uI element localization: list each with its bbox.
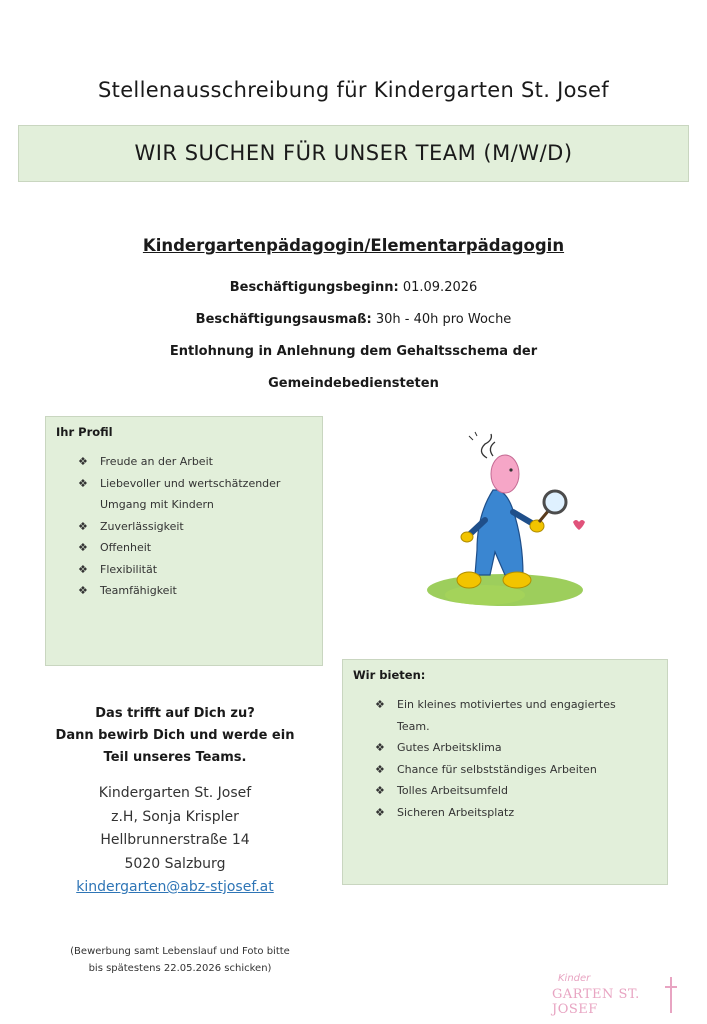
- hours-line: [0, 312, 707, 327]
- list-item: ❖ Sicheren Arbeitsplatz: [375, 802, 616, 824]
- hours-label: Beschäftigungsausmaß:: [195, 312, 372, 327]
- list-item: Umgang mit Kindern: [100, 498, 214, 511]
- list-item: ❖ Freude an der Arbeit: [78, 451, 280, 473]
- list-item: ❖ Zuverlässigkeit: [78, 516, 280, 538]
- diamond-bullet-icon: ❖: [375, 762, 385, 776]
- offer-box: [342, 659, 668, 885]
- list-item: ❖ Offenheit: [78, 537, 280, 559]
- list-item: Team.: [397, 719, 430, 733]
- headline-banner: [18, 125, 689, 182]
- contact-name: Kindergarten St. Josef: [98, 785, 252, 801]
- cta-line-2: Dann bewirb Dich und werde ein: [55, 728, 295, 743]
- profile-title: Ihr Profil: [56, 425, 113, 439]
- start-date-line: [0, 280, 707, 295]
- start-date-value: 01.09.2026: [402, 280, 478, 295]
- start-date-label: Beschäftigungsbeginn:: [229, 280, 399, 295]
- list-item: ❖ Teamfähigkeit: [78, 580, 280, 602]
- diamond-bullet-icon: ❖: [375, 805, 385, 819]
- job-title: Kindergartenpädagogin/Elementarpädagogin: [142, 236, 565, 255]
- note-line-1: (Bewerbung samt Lebenslauf und Foto bitte: [70, 946, 290, 957]
- pay-line-2: Gemeindebediensteten: [268, 376, 439, 391]
- contact-attn: z.H, Sonja Krispler: [111, 808, 239, 825]
- diamond-bullet-icon: ❖: [375, 784, 385, 797]
- page-title: Stellenausschreibung für Kindergarten St. Josef: [98, 78, 609, 102]
- kindergarten-logo: [552, 973, 682, 1019]
- diamond-bullet-icon: ❖: [78, 519, 88, 533]
- pay-line-1: Entlohnung in Anlehnung dem Gehaltsschema der: [169, 344, 538, 359]
- call-to-action: [40, 703, 310, 769]
- contact-city: 5020 Salzburg: [124, 855, 226, 872]
- diamond-bullet-icon: ❖: [375, 741, 385, 754]
- hours-value: 30h - 40h pro Woche: [375, 312, 512, 327]
- list-item: ❖ Chance für selbstständiges Arbeiten: [375, 759, 616, 781]
- detective-figure-illustration: [425, 430, 595, 620]
- contact-address: [40, 782, 310, 900]
- diamond-bullet-icon: ❖: [78, 562, 88, 576]
- list-item: ❖ Liebevoller und wertschätzender: [78, 473, 280, 495]
- list-item: ❖ Ein kleines motiviertes und engagiertes: [375, 694, 616, 716]
- profile-box: [45, 416, 323, 666]
- contact-email-link[interactable]: kindergarten@abz-stjosef.at: [76, 879, 274, 895]
- diamond-bullet-icon: ❖: [78, 455, 88, 468]
- cross-icon: [664, 975, 678, 1015]
- cta-line-3: Teil unseres Teams.: [103, 750, 247, 765]
- contact-street: Hellbrunnerstraße 14: [100, 832, 250, 848]
- list-item: ❖ Tolles Arbeitsumfeld: [375, 780, 616, 802]
- logo-text-top: Kinder: [558, 973, 591, 984]
- note-line-2: bis spätestens 22.05.2026 schicken): [88, 963, 272, 974]
- cta-line-1: Das trifft auf Dich zu?: [95, 706, 255, 721]
- profile-list: [78, 451, 280, 602]
- list-item: ❖ Gutes Arbeitsklima: [375, 737, 616, 759]
- diamond-bullet-icon: ❖: [78, 476, 88, 490]
- banner-text: WIR SUCHEN FÜR UNSER TEAM (M/W/D): [134, 141, 573, 165]
- list-item: ❖ Flexibilität: [78, 559, 280, 581]
- diamond-bullet-icon: ❖: [375, 698, 385, 711]
- diamond-bullet-icon: ❖: [78, 584, 88, 597]
- application-note: [30, 943, 330, 977]
- diamond-bullet-icon: ❖: [78, 541, 88, 554]
- offer-list: [375, 694, 616, 823]
- logo-text-bottom: GARTEN ST. JOSEF: [552, 987, 640, 1017]
- offer-title: Wir bieten:: [353, 668, 426, 682]
